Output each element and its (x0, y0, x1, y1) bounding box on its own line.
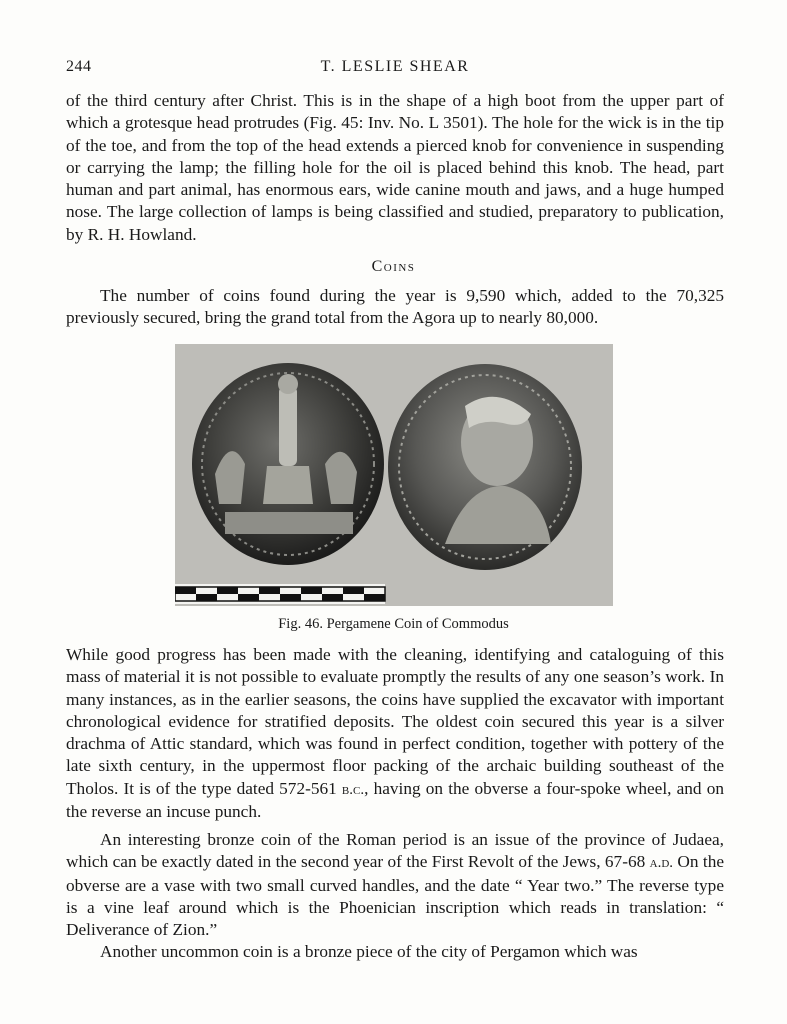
page-number: 244 (66, 58, 92, 75)
paragraph-judaea-text: An interesting bronze coin of the Roman period is an issue of the province of Judaea, which can be exactly dated in the second year of the First Revolt of the Jews, 67-68 (66, 830, 724, 872)
paragraph-coin-count: The number of coins found during the year is 9,590 which, added to the 70,325 previously secured, bring the grand total from the Agora up to nearly 80,000. (66, 286, 724, 328)
running-head-author: T. LESLIE SHEAR (320, 58, 470, 75)
scale-bar (175, 584, 385, 604)
era-bc: b.c. (341, 781, 365, 798)
paragraph-lamps: of the third century after Christ. This is in the shape of a high boot from the upper part of which a grotesque head protrudes (Fig. 45: Inv. No. L 3501). The hole for the wick is in the tip of the toe, and from the top of the head extends a pierced knob for convenience in suspending or carrying the lamp; the filling hole for the oil is placed behind this knob. The head, part human and part animal, has enormous ears, wide canine mouth and jaws, and a huge humped nose. The large collection of lamps is being classified and studied, preparatory to publication, by R. H. Howland. (66, 91, 724, 244)
paragraph-progress (66, 644, 724, 823)
paragraph-judaea-coin (66, 829, 724, 941)
paragraph-judaea-tail: On the obverse are a vase with two small curved handles, and the date “ Year two.” The reverse type is a vine leaf around which is the Phoenician inscription which reads in translation: “ Deliverance of Zion.” (66, 852, 725, 940)
paragraph-progress-text: While good progress has been made with the cleaning, identifying and cataloguing of this mass of material it is not possible to evaluate promptly the results of any one season’s work. In many instances, as in the earlier seasons, the coins have supplied the excavator with important chronological evidence for stratified deposits. The oldest coin secured this year is a silver drachma of Attic standard, which was found in perfect condition, together with pottery of the late sixth century, in the uppermost floor packing of the archaic building southeast of the Tholos. It is of the type dated 572-561 (66, 645, 724, 798)
coin-reverse-scene (192, 363, 384, 565)
section-heading-coins: Coins (371, 258, 416, 275)
coin-photograph (175, 344, 613, 606)
paragraph-progress-tail: , having on the obverse a four-spoke wheel, and on the reverse an incuse punch. (66, 778, 724, 822)
running-head (66, 58, 724, 80)
era-ad: a.d. (649, 855, 674, 872)
paragraph-pergamon-coin: Another uncommon coin is a bronze piece of the city of Pergamon which was (100, 942, 638, 961)
figure-caption: Fig. 46. Pergamene Coin of Commodus (278, 616, 509, 632)
coin-obverse-portrait (388, 364, 582, 570)
